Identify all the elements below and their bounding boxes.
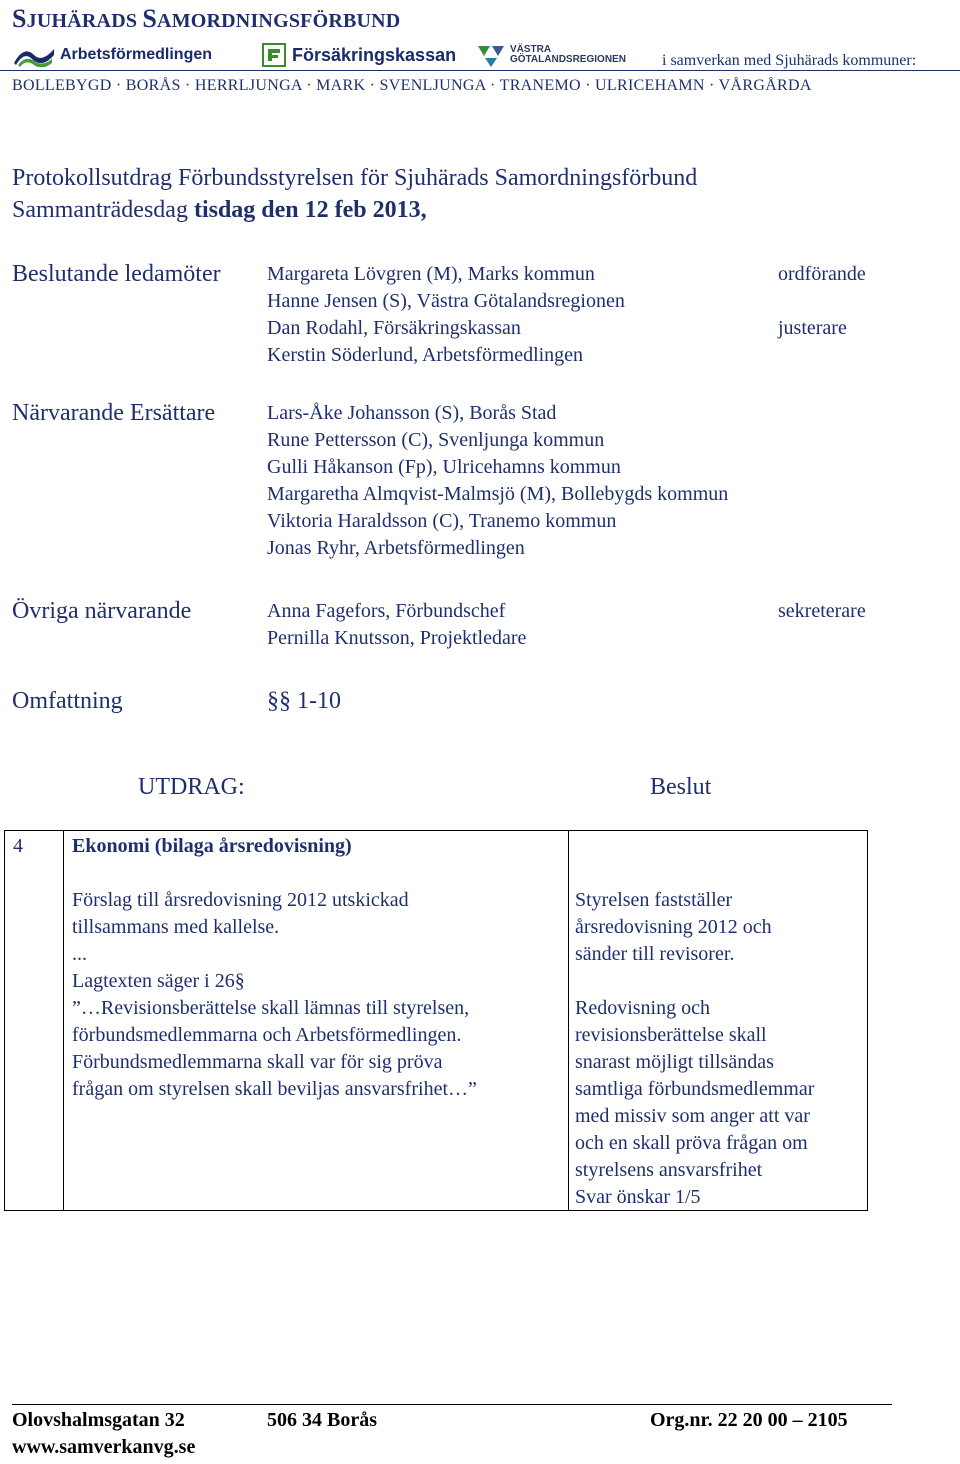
- ersattare-label: Närvarande Ersättare: [12, 400, 216, 426]
- arbetsformedlingen-icon: [12, 43, 56, 67]
- beslutande-member: Kerstin Söderlund, Arbetsförmedlingen: [267, 344, 584, 366]
- role-chair: ordförande: [778, 263, 866, 285]
- omfattning-label: Omfattning: [12, 688, 123, 714]
- beslutande-member: Dan Rodahl, Försäkringskassan: [267, 317, 521, 339]
- omfattning-value: §§ 1-10: [267, 688, 341, 714]
- header-divider: [0, 70, 960, 71]
- ersattare-member: Lars-Åke Johansson (S), Borås Stad: [267, 402, 557, 424]
- ovriga-label: Övriga närvarande: [12, 598, 192, 624]
- ersattare-member: Jonas Ryhr, Arbetsförmedlingen: [267, 537, 525, 559]
- table-column-divider: [568, 831, 569, 1210]
- ersattare-member: Rune Pettersson (C), Svenljunga kommun: [267, 429, 605, 451]
- arbetsformedlingen-logo-text: Arbetsförmedlingen: [60, 46, 213, 63]
- decision-text: Styrelsen fastställer årsredovisning 2012 och sänder till revisorer.: [575, 889, 772, 965]
- vastra-gotalandsregionen-logo: [476, 40, 626, 70]
- ovriga-member: Pernilla Knutsson, Projektledare: [267, 627, 527, 649]
- beslutande-label: Beslutande ledamöter: [12, 261, 221, 287]
- arbetsformedlingen-logo: [12, 40, 212, 70]
- beslut-heading: Beslut: [650, 774, 712, 800]
- vastra-gotalandsregionen-logo-text: VÄSTRA GÖTALANDSREGIONEN: [510, 44, 626, 65]
- footer-website-link[interactable]: www.samverkanvg.se: [12, 1436, 196, 1458]
- protocol-title: Protokollsutdrag Förbundsstyrelsen för Sjuhärads Samordningsförbund: [12, 165, 698, 191]
- organization-title: SJUHÄRADS SAMORDNINGSFÖRBUND: [12, 4, 401, 33]
- municipalities-list: BOLLEBYGD · BORÅS · HERRLJUNGA · MARK · SVENLJUNGA · TRANEMO · ULRICEHAMN · VÅRGÅRDA: [12, 77, 812, 94]
- footer-postal: 506 34 Borås: [267, 1409, 377, 1431]
- ersattare-member: Margaretha Almqvist-Malmsjö (M), Bollebygds kommun: [267, 483, 729, 505]
- item-description: Förslag till årsredovisning 2012 utskickad tillsammans med kallelse. ... Lagtexten säger i 26§ ”…Revisionsberättelse skall lämnas till styrelsen, förbundsmedlemmarna och Arbetsförmedlingen. Förbundsmedlemmarna skall var för sig pröva frågan om styrelsen skall beviljas ansvarsfrihet…”: [72, 889, 477, 1100]
- forsakringskassan-icon: [262, 43, 286, 67]
- beslutande-member: Hanne Jensen (S), Västra Götalandsregionen: [267, 290, 625, 312]
- item-title: Ekonomi (bilaga årsredovisning): [72, 835, 352, 857]
- meeting-date: Sammanträdesdag tisdag den 12 feb 2013,: [12, 197, 427, 223]
- forsakringskassan-logo-text: Försäkringskassan: [292, 44, 457, 65]
- decision-table: [4, 830, 868, 1211]
- ersattare-member: Viktoria Haraldsson (C), Tranemo kommun: [267, 510, 617, 532]
- forsakringskassan-logo: [262, 40, 456, 70]
- beslutande-member: Margareta Lövgren (M), Marks kommun: [267, 263, 595, 285]
- ovriga-member: Anna Fagefors, Förbundschef: [267, 600, 506, 622]
- footer-orgnr: Org.nr. 22 20 00 – 2105: [650, 1409, 848, 1431]
- vastra-gotalandsregionen-icon: [476, 42, 506, 68]
- samverkan-text: i samverkan med Sjuhärads kommuner:: [662, 52, 917, 69]
- footer-address: Olovshalmsgatan 32: [12, 1409, 185, 1431]
- role-adjuster: justerare: [778, 317, 847, 339]
- utdrag-heading: UTDRAG:: [138, 774, 245, 800]
- role-secretary: sekreterare: [778, 600, 866, 622]
- table-column-divider: [63, 831, 64, 1210]
- decision-text: Redovisning och revisionsberättelse skall snarast möjligt tillsändas samtliga förbundsmedlemmar med missiv som anger att var och en skall pröva frågan om styrelsens ansvarsfrihet Svar önskar 1/5: [575, 997, 815, 1208]
- ersattare-member: Gulli Håkanson (Fp), Ulricehamns kommun: [267, 456, 621, 478]
- footer-divider: [12, 1404, 892, 1405]
- item-number: 4: [13, 835, 23, 857]
